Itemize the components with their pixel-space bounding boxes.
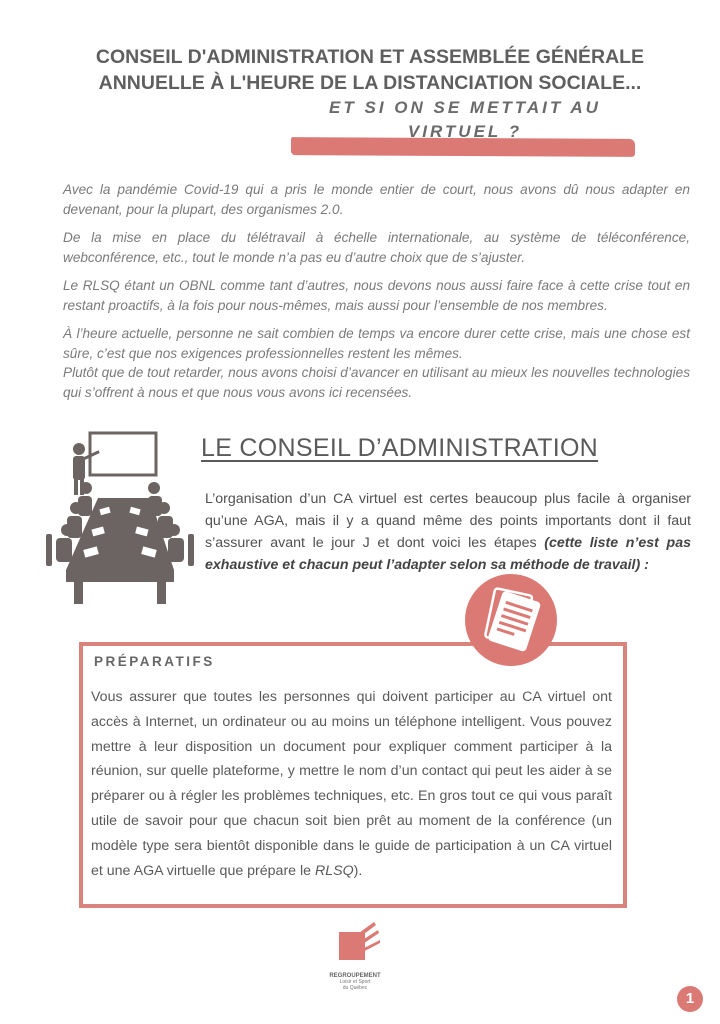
document-icon (465, 574, 557, 666)
rlsq-logo-mark (330, 920, 380, 966)
intro-paragraph: À l’heure actuelle, personne ne sait combien de temps va encore durer cette crise, mais une chose est sûre, c’est que nos exigences professionnelles restent les mêmes. (63, 326, 690, 361)
meeting-room-icon (40, 430, 200, 610)
page-title (60, 44, 680, 96)
preparatifs-body (91, 685, 612, 883)
intro-paragraph: Le RLSQ étant un OBNL comme tant d’autres, nous devons nous aussi faire face à cette crise tout en restant proactifs, à la fois pour nous-mêmes, mais aussi pour l’ensemble de nos membres. (63, 278, 690, 313)
intro-text (63, 180, 690, 411)
section-body-emphasis: (cette liste n’est pas exhaustive et chacun peut l’adapter selon sa méthode de travail) : (205, 535, 691, 573)
preparatifs-box (79, 642, 627, 908)
logo-subtitle: du Québec (342, 985, 368, 991)
section-title: LE CONSEIL D’ADMINISTRATION (201, 434, 599, 462)
preparatifs-title: PRÉPARATIFS (94, 654, 215, 669)
page-title-line-1: CONSEIL D'ADMINISTRATION ET ASSEMBLÉE GÉNÉRALE (95, 46, 645, 68)
section-body-text: L’organisation d’un CA virtuel est certes beaucoup plus facile à organiser qu’une AGA, mais il y a quand même des points importants dont il faut s’assurer avant le jour J et dont voici les étapes (205, 491, 691, 551)
intro-paragraph: Avec la pandémie Covid-19 qui a pris le monde entier de court, nous avons dû nous adapter en devenant, pour la plupart, des organismes 2.0. (63, 182, 690, 217)
page-subtitle: ET SI ON SE METTAIT AU VIRTUEL ? (329, 98, 601, 141)
preparatifs-text-end: ). (353, 862, 363, 879)
page-title-line-2: ANNUELLE À L'HEURE DE LA DISTANCIATION SOCIALE... (98, 72, 642, 94)
preparatifs-text: Vous assurer que toutes les personnes qui doivent participer au CA virtuel ont accès à Internet, un ordinateur ou au moins un téléphone intelligent. Vous pouvez mettre à leur disposition un document pour expliquer comment participer à la réunion, sur quelle plateforme, y mettre le nom d’un contact qui peut les aider à se préparer ou à régler les problèmes techniques, etc. En gros tout ce qui vous paraît utile de savoir pour que chacun soit bien prêt au moment de la conférence (un modèle type sera bientôt disponible dans le guide de participation à un CA virtuel et une AGA virtuelle que prépare le (91, 689, 612, 879)
preparatifs-text-italic: RLSQ (315, 862, 354, 879)
section-body (205, 488, 691, 576)
intro-paragraph: De la mise en place du télétravail à échelle internationale, au système de téléconférence, webconférence, etc., tout le monde n’a pas eu d’autre choix que de s’ajuster. (63, 230, 690, 265)
logo-name: REGROUPEMENT (329, 973, 381, 979)
rlsq-logo (323, 920, 387, 991)
logo-subtitle: Loisir et Sport (339, 979, 371, 985)
intro-paragraph: Plutôt que de tout retarder, nous avons choisi d’avancer en utilisant au mieux les nouvelles technologies qui s’offrent à nous et que nous vous avons ici recensées. (63, 365, 690, 400)
page-number: 1 (677, 986, 703, 1012)
